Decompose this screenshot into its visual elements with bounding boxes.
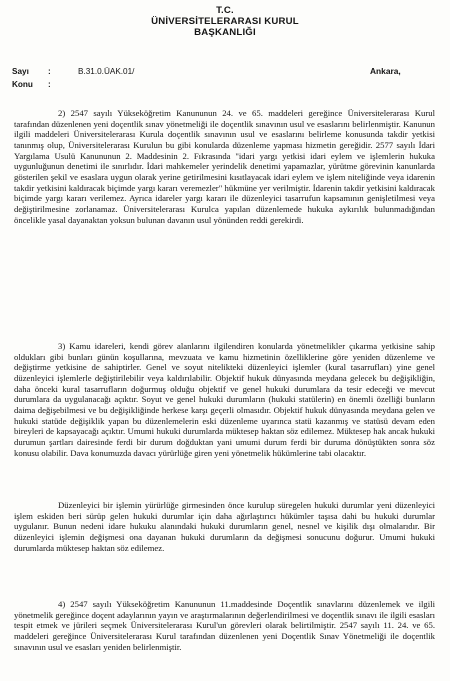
header-institution: ÜNİVERSİTELERARASI KURUL [151,15,299,27]
konu-row [12,79,134,92]
sayi-label: Sayı [12,67,29,76]
letterhead [0,6,450,38]
paragraph-3: 3) Kamu idareleri, kendi görev alanlarını ilgilendiren konularda yönetmelikler çıkarma yetkisine sahip oldukları gibi bunları günün koşullarına, mevzuata ve kamu hizmetinin özelliklerine göre yeniden düzenleme ve değiştirme yetkisine de sahiptirler. Genel ve soyut nitelikteki düzenleyici işlemler (kural tasarrufları) yine genel düzenleyici işlemlerle değiştirilebilir veya kaldırılabilir. Objektif hukuk dünyasında meydana gelecek bu değişikliğin, daha önceki kural tasarrufların doğurmuş olduğu objektif ve genel hukuki durumlara da tesir edeceği ve mevcut durumlara da uygulanacağı açıktır. Soyut ve genel hukuki durumların (hukuki statülerin) en önemli özelliği bunların daima değişebilmesi ve bu değişikliğinde herkese karşı geçerli olmasıdır. Objektif hukuk dünyasında meydana gelen ve hukuki statüde değişiklik yapan bu düzenlemelerin eski düzenleme uyarınca statü kazanmış ve statüsü devam eden bireyleri de kapsayacağı açıktır. Umumi hukuki durumlarda müktesep haktan söz edilemez. Müktesep hak ancak hukuki durumun şartları dairesinde ferdi bir durum doğduktan yani umumi durum ferdi bir duruma dönüştükten sonra söz konusu olabilir. Dava konumuzda davacı yürürlüğe giren yeni yönetmelik hükümlerine tabi olacaktır. [14,341,435,458]
konu-colon: : [48,79,51,89]
sayi-value: B.31.0.ÜAK.01/ [78,67,135,76]
paragraph-3-continued: Düzenleyici bir işlemin yürürlüğe girmesinden önce kurulup süregelen hukuki durumlar yeni düzenleyici işlem eskiden beri sürüp gelen hukuki durumlar için daha ağırlaştırıcı hükümler taşısa dahi bu hukuki durumlar uygulanır. Bunun nedeni idare hukuku alanındaki hukuki durumların genel, nesnel ve kişilik dışı olmalarıdır. Bir düzenleyici işlemin değişmesi ona dayanan hukuki durumların da değişmesi sonucunu doğurur. Umumi hukuki durumlarda müktesep haktan söz edilemez. [14,500,435,553]
paragraph-4: 4) 2547 sayılı Yükseköğretim Kanununun 11.maddesinde Doçentlik sınavlarını düzenlemek ve ilgili yönetmelik gereğince doçent adaylarının yayın ve araştırmalarının değerlendirilmesi ve doçentlik sınavı ile ilgili esasları tespit etmek ve jürileri seçmek Üniversitelerarası Kurul'un görevleri olarak belirtilmiştir. 2547 sayılı 11. 24. ve 65. maddeleri gereğince Üniversitelerarası Kurul tarafından düzenlenen yeni Doçentlik Sınav Yönetmeliği ile doçentlik sınavının usul ve esasları yeniden belirlenmiştir. [14,599,435,652]
konu-label: Konu [12,79,33,89]
sayi-colon: : [48,67,51,76]
place-label: Ankara, [370,66,401,76]
header-tc: T.C. [216,5,234,16]
header-office: BAŞKANLIĞI [194,26,256,38]
paragraph-2: 2) 2547 sayılı Yükseköğretim Kanununun 24. ve 65. maddeleri gereğince Üniversitelerarası Kurul tarafından düzenlenen yeni doçentlik sınav yönetmeliği ile doçentlik sınavının usul ve esaslarını belirlenmiştir. Kanunun ilgili maddeleri Üniversitelerarası Kurula doçentlik sınavının usul ve esaslarını belirleme konusunda takdir yetkisi tanınmış olup, Üniversitelerarası Kurulun bu gibi konularda düzenleme yapması hizmetin gereğidir. 2577 sayılı İdari Yargılama Usulü Kanununun 2. Maddesinin 2. Fıkrasında "idari yargı yetkisi idari eylem ve işlemlerin hukuka uygunluğunun denetimi ile sınırlıdır. İdari mahkemeler yerindelik denetimi yapamazlar, yürütme görevinin kanunlarda gösterilen şekil ve esaslara uygun olarak yerine getirilmesini kısıtlayacak idari eylem ve işlem niteliğinde veya idarenin takdir yetkisini kaldıracak biçimde yargı kararı veremezler" hükmüne yer verilmiştir. İdarenin takdir yetkisini kaldıracak biçimde yargı kararı verilemez. Ayrıca idareler yargı kararı ile düzenleyici tasarrufun kapsamının genişletilmesi veya değiştirilmesine zorlanamaz. Üniversitelerarası Kurulca yapılan düzenlemede hukuka aykırılık bulunmadığından öncelikle yasal dayanaktan yoksun bulunan davanın usul yönünden reddi gerekirdi. [14,108,435,225]
reference-block [12,66,134,91]
sayi-row [12,66,134,79]
